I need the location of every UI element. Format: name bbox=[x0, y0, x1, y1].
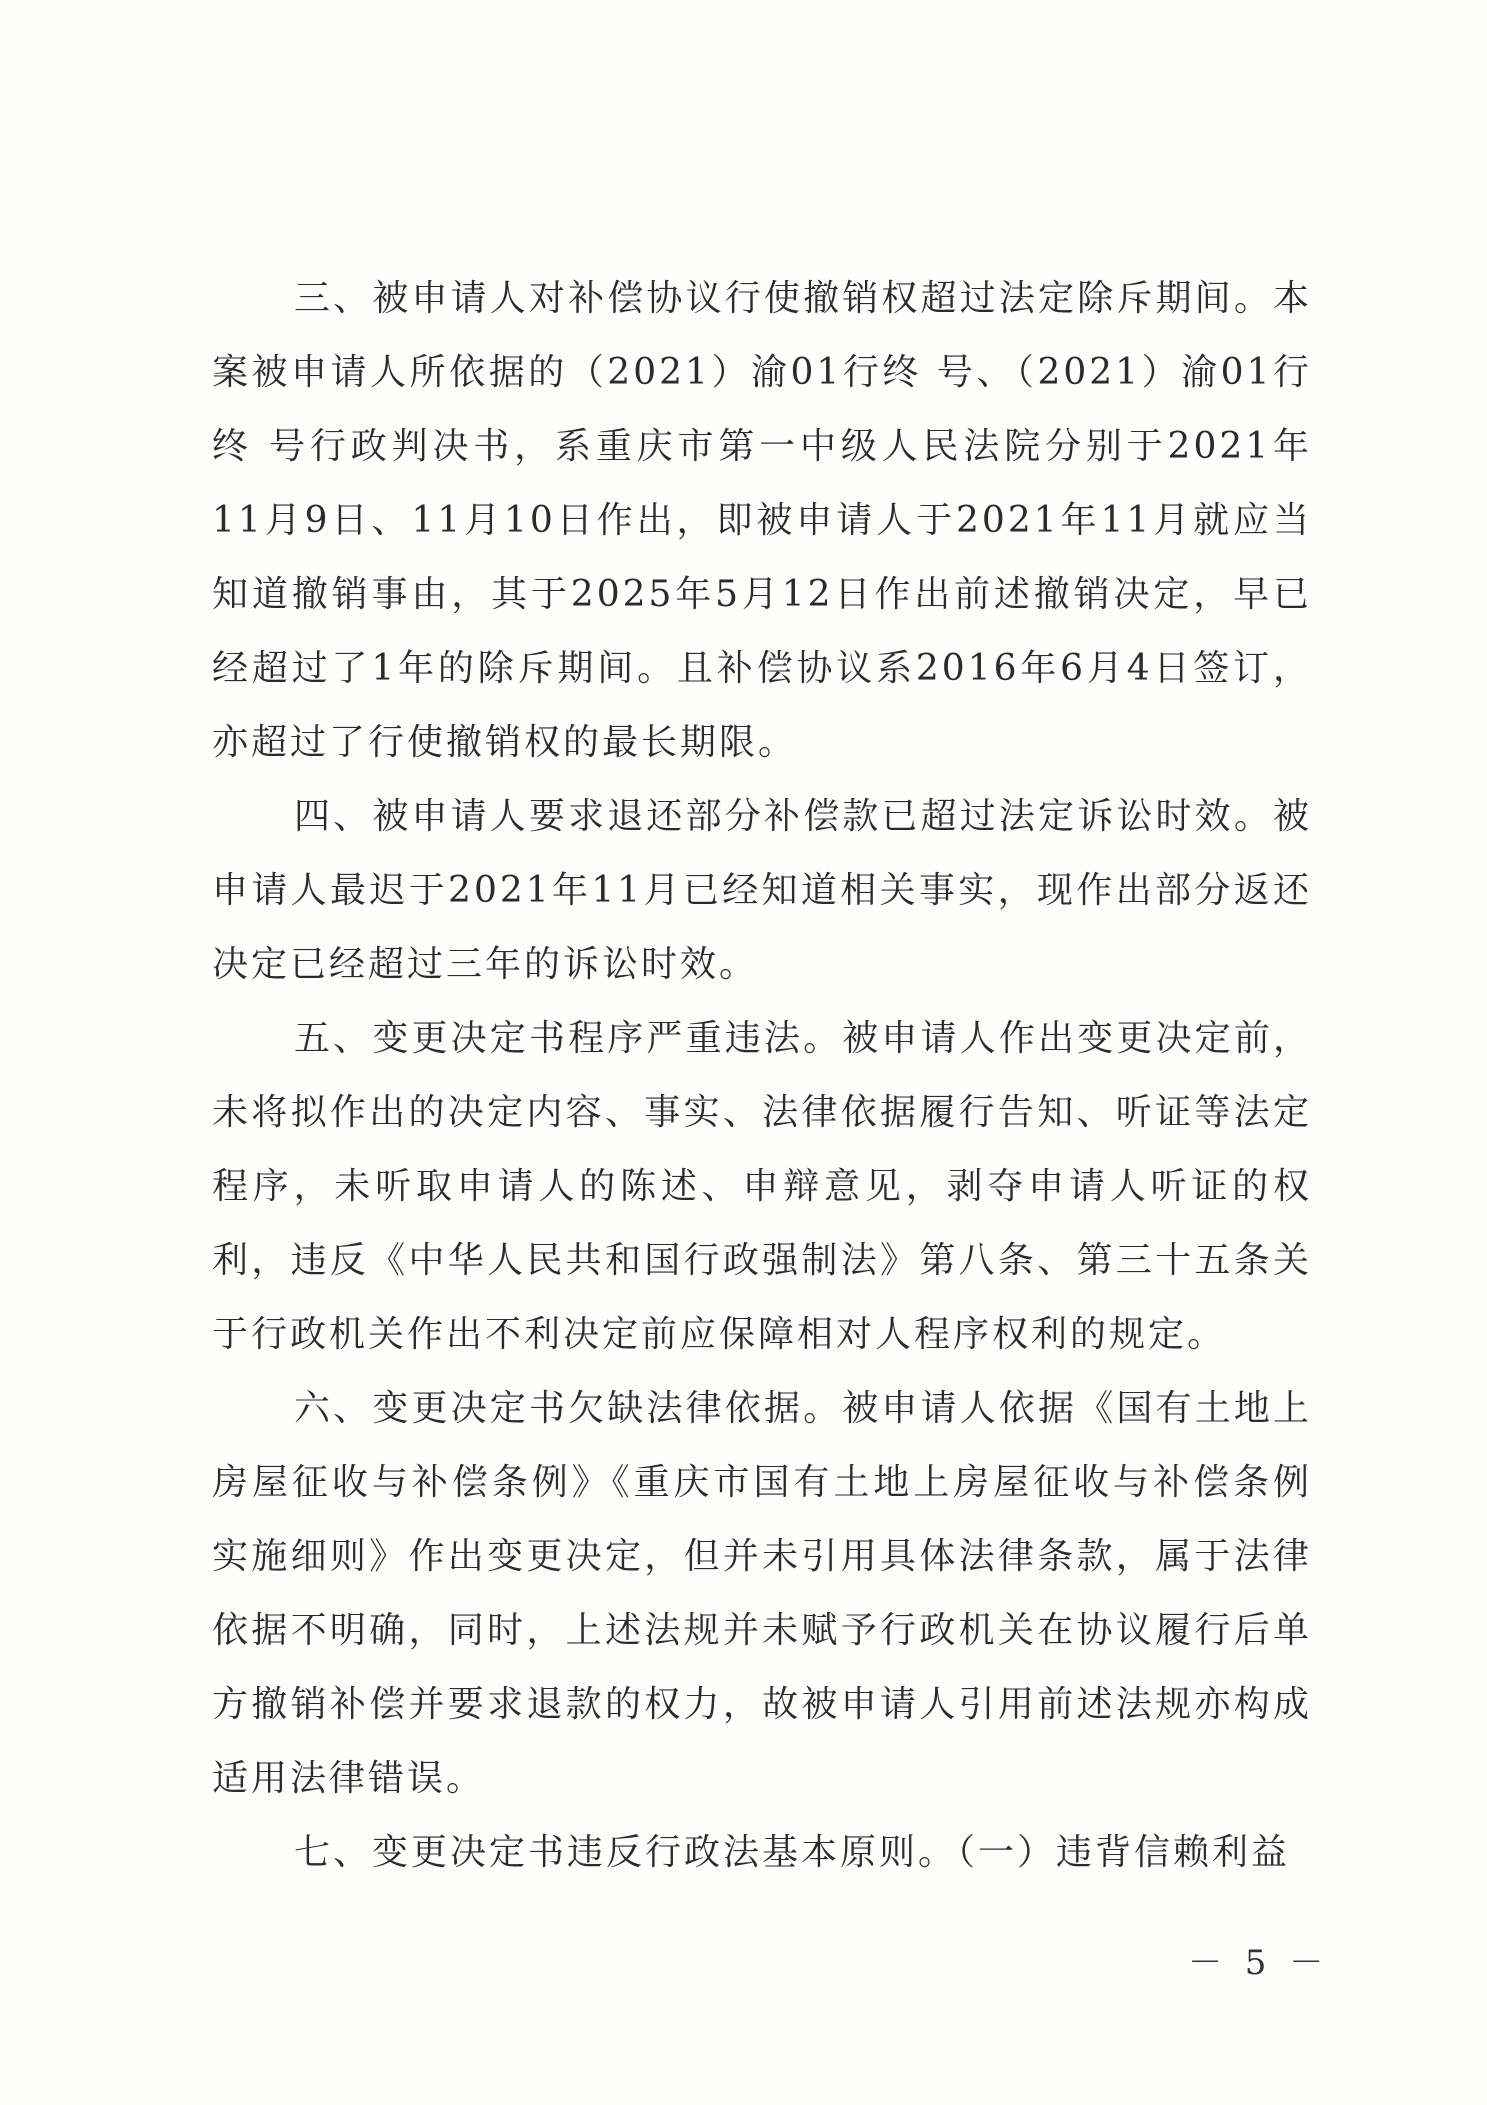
paragraph-5: 五、变更决定书程序严重违法。被申请人作出变更决定前，未将拟作出的决定内容、事实、法律依据履行告知、听证等法定程序，未听取申请人的陈述、申辩意见，剥夺申请人听证的权利，违反《中华人民共和国行政强制法》第八条、第三十五条关于行政机关作出不利决定前应保障相对人程序权利的规定。 bbox=[212, 1018, 1312, 1355]
page-number: － 5 － bbox=[1188, 1943, 1330, 1983]
body-text bbox=[212, 262, 1312, 1890]
paragraph-4: 四、被申请人要求退还部分补偿款已超过法定诉讼时效。被申请人最迟于2021年11月已经知道相关事实，现作出部分返还决定已经超过三年的诉讼时效。 bbox=[212, 796, 1312, 985]
paragraph-3: 三、被申请人对补偿协议行使撤销权超过法定除斥期间。本案被申请人所依据的（2021）渝01行终 号、（2021）渝01行终 号行政判决书，系重庆市第一中级人民法院分别于2021年11月9日、11月10日作出，即被申请人于2021年11月就应当知道撤销事由，其于2025年5月12日作出前述撤销决定，早已经超过了1年的除斥期间。且补偿协议系2016年6月4日签订，亦超过了行使撤销权的最长期限。 bbox=[212, 278, 1312, 763]
paragraph-7: 七、变更决定书违反行政法基本原则。（一）违背信赖利益 bbox=[294, 1832, 1291, 1873]
paragraph-6: 六、变更决定书欠缺法律依据。被申请人依据《国有土地上房屋征收与补偿条例》《重庆市国有土地上房屋征收与补偿条例实施细则》作出变更决定，但并未引用具体法律条款，属于法律依据不明确，同时，上述法规并未赋予行政机关在协议履行后单方撤销补偿并要求退款的权力，故被申请人引用前述法规亦构成适用法律错误。 bbox=[212, 1388, 1312, 1799]
